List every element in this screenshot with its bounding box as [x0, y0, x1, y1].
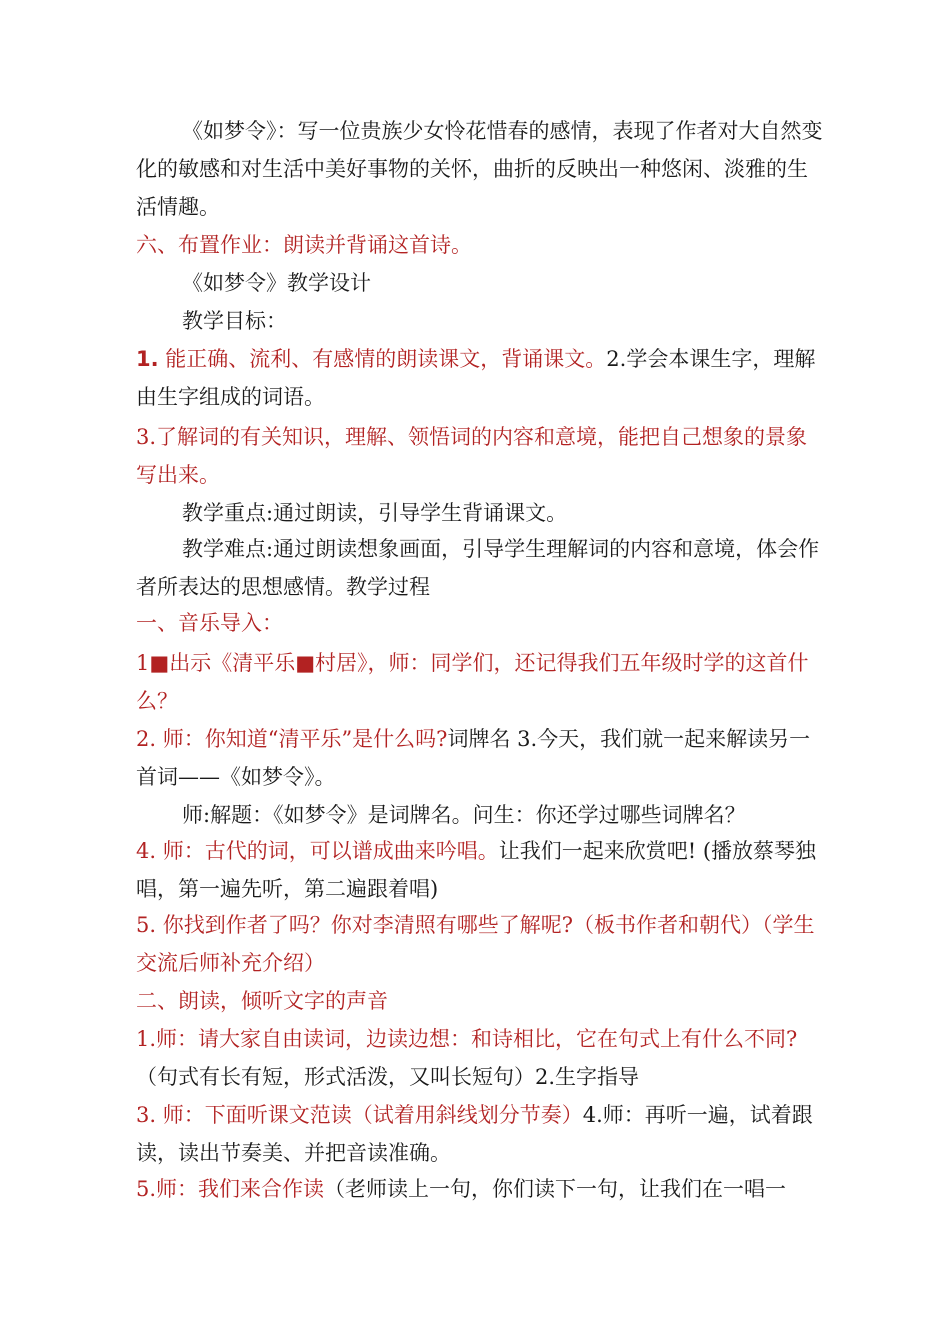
goal-label: 教学目标： — [182, 309, 287, 333]
reading-3-paragraph — [136, 1096, 826, 1172]
section-one-heading: 一、音乐导入： — [136, 611, 283, 635]
section-two-heading: 二、朗读，倾听文字的声音 — [136, 989, 388, 1013]
reading-1-question: 1.师：请大家自由读词，边读边想：和诗相比，它在句式上有什么不同? — [136, 1027, 798, 1051]
summary-paragraph: 《如梦令》：写一位贵族少女怜花惜春的感情，表现了作者对大自然变化的敏感和对生活中美好事物的关怀，曲折的反映出一种悠闲、淡雅的生活情趣。 — [136, 119, 823, 219]
step-4-paragraph — [136, 832, 826, 908]
reading-5-black-text: （老师读上一句，你们读下一句，让我们在一唱一 — [324, 1177, 787, 1201]
step-5-paragraph: 5. 你找到作者了吗？你对李清照有哪些了解呢?（板书作者和朝代）（学生交流后师补充介绍） — [136, 913, 815, 975]
reading-3-black-text: 4.师：再听一遍，试着跟读，读出节奏美、并把音读准确。 — [136, 1103, 813, 1165]
reading-5-red-text: 5.师：我们来合作读 — [136, 1177, 325, 1201]
goal-1-paragraph — [136, 340, 826, 416]
step-2-paragraph — [136, 720, 826, 796]
jieti-paragraph: 师:解题：《如梦令》是词牌名。问生：你还学过哪些词牌名？ — [182, 803, 746, 827]
key-point-paragraph: 教学重点:通过朗读，引导学生背诵课文。 — [182, 501, 568, 525]
difficult-point-paragraph: 教学难点:通过朗读想象画面，引导学生理解词的内容和意境，体会作者所表达的思想感情。教学过程 — [136, 537, 820, 599]
goal-3-paragraph: 3.了解词的有关知识，理解、领悟词的内容和意境，能把自己想象的景象写出来。 — [136, 425, 808, 487]
reading-1-paragraph — [136, 1020, 826, 1096]
design-title: 《如梦令》教学设计 — [182, 271, 371, 295]
goal-2-text: 2.学会本课生字，理解由生字组成的词语。 — [136, 347, 816, 409]
goal-1-text: 能正确、流利、有感情的朗读课文，背诵课文。 — [158, 347, 607, 371]
section-six-heading: 六、布置作业：朗读并背诵这首诗。 — [136, 233, 472, 257]
step-1-paragraph: 1■出示《清平乐■村居》，师：同学们，还记得我们五年级时学的这首什么？ — [136, 651, 809, 713]
goal-1-number: 1. — [136, 347, 159, 371]
step-2-answer: 词牌名 3.今天，我们就一起来解读另一首词——《如梦令》。 — [136, 727, 811, 789]
step-2-question: 2. 师：你知道“清平乐”是什么吗? — [136, 727, 448, 751]
step-4-black-text: 让我们一起来欣赏吧! (播放蔡琴独唱，第一遍先听，第二遍跟着唱) — [136, 839, 817, 901]
step-4-red-text: 4. 师：古代的词，可以谱成曲来吟唱。 — [136, 839, 499, 863]
reading-3-red-text: 3. 师：下面听课文范读（试着用斜线划分节奏） — [136, 1103, 583, 1127]
reading-5-paragraph — [136, 1170, 826, 1208]
reading-1-answer: （句式有长有短，形式活泼，又叫长短句）2.生字指导 — [136, 1065, 640, 1089]
